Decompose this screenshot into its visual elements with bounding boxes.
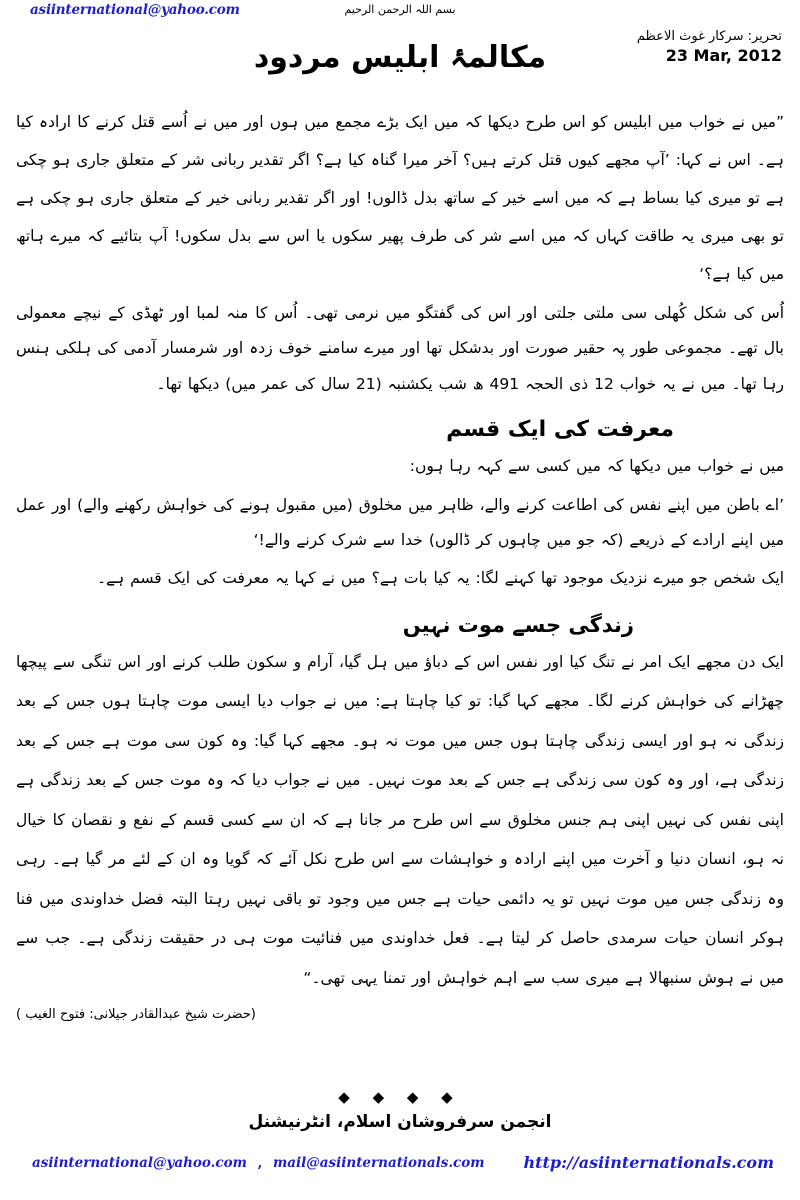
footer-email-separator: , <box>257 1155 263 1171</box>
paragraph-1: ”میں نے خواب میں ابلیس کو اس طرح دیکھا کہ میں ایک بڑے مجمع میں ہوں اور میں نے اُسے قتل کرنے کا ارادہ کیا ہے۔ اس نے کہا: ’آپ مجھے کیوں قتل کرتے ہیں؟ آخر میرا گناہ کیا ہے؟ اگر تقدیر ربانی شر کے متعلق جاری ہو چکی ہے تو میری کیا بساط ہے کہ میں اسے خیر کے ساتھ بدل ڈالوں! اور اگر تقدیر ربانی خیر کے متعلق جاری ہو چکی ہے تو بھی میری یہ طاقت کہاں کہ میں اسے شر کی طرف پھیر سکوں یا اس سے بدل سکوں! آپ بتائیے کہ میرے ہاتھ میں کیا ہے؟‘ <box>16 113 784 283</box>
footer-contact-group <box>32 1155 485 1171</box>
page-title: مکالمۂ ابلیس مردود <box>253 40 547 75</box>
paragraph-5: ایک شخص جو میرے نزدیک موجود تھا کہنے لگا: یہ کیا بات ہے؟ میں نے کہا یہ معرفت کی ایک قسم ہے۔ <box>96 569 784 588</box>
author-line: تحریر: سرکار غوث الاعظم <box>636 29 782 44</box>
section-heading-zindagi: زندگی جسے موت نہیں <box>402 612 634 637</box>
footer-email-2[interactable]: mail@asiinternationals.com <box>272 1155 485 1171</box>
section-heading-marifat: معرفت کی ایک قسم <box>446 416 674 442</box>
paragraph-2: اُس کی شکل کُھلی سی ملتی جلتی اور اس کی گفتگو میں نرمی تھی۔ اُس کا منہ لمبا اور ٹھڈی کے نیچے معمولی بال تھے۔ مجموعی طور پہ حقیر صورت اور بدشکل تھا اور میرے سامنے خوف زدہ اور شرمسار آدمی کی ہلکی ہنس رہا تھا۔ میں نے یہ خواب 12 ذی الحجہ 491 ھ شب یکشنبہ (21 سال کی عمر میں) دیکھا تھا۔ <box>16 303 784 394</box>
paragraph-6: ایک دن مجھے ایک امر نے تنگ کیا اور نفس اس کے دباؤ میں ہل گیا، آرام و سکون طلب کرنے اور اس تنگی سے پیچھا چھڑانے کی خواہش کرنے لگا۔ مجھے کہا گیا: تو کیا چاہتا ہے: میں نے جواب دیا ایسی موت چاہتا ہوں جس کے بعد زندگی نہ ہو اور ایسی زندگی چاہتا ہوں جس میں موت نہ ہو۔ مجھے کہا گیا: وہ کون سی موت ہے جس کے بعد زندگی ہے، اور وہ کون سی زندگی ہے جس کے بعد موت نہیں۔ میں نے جواب دیا کہ وہ موت جس کے بعد زندگی ہے اپنی نفس کی نہیں اپنی ہم جنس مخلوق سے اس طرح مر جانا ہے کہ ان سے کسی قسم کے نفع و نقصان کا خیال نہ ہو، انسان دنیا و آخرت میں اپنے ارادہ و خواہشات سے اس طرح نکل آئے کہ گویا وہ ان کے لئے مر گیا ہے۔ رہی وہ زندگی جس میں موت نہیں تو یہ دائمی حیات ہے جس میں وجود تو باقی نہیں رہتا البتہ فضل خداوندی میں فنا ہوکر انسان حیات سرمدی حاصل کر لیتا ہے۔ فعل خداوندی میں فنائیت موت ہی در حقیقت زندگی ہے۔ جب سے میں نے ہوش سنبھالا ہے میری سب سے اہم خواہش اور تمنا یہی تھی۔“ <box>16 652 784 987</box>
citation-text: (حضرت شیخ عبدالقادر جیلانی: فتوح الغیب ) <box>16 1007 256 1023</box>
footer-website-link[interactable]: http://asiinternationals.com <box>523 1153 774 1172</box>
article-content <box>16 104 784 1030</box>
paragraph-3: میں نے خواب میں دیکھا کہ میں کسی سے کہہ رہا ہوں: <box>409 456 784 475</box>
footer-bar <box>0 1155 800 1181</box>
organization-name: انجمن سرفروشان اسلام، انٹرنیشنل <box>248 1112 552 1132</box>
diamond-ornament-icon: ◆ ◆ ◆ ◆ <box>338 1088 462 1106</box>
header-email-link[interactable]: asiinternational@yahoo.com <box>30 2 240 18</box>
bismillah-text: بسم اللہ الرحمن الرحیم <box>344 3 456 16</box>
footer-email-1[interactable]: asiinternational@yahoo.com <box>32 1155 247 1171</box>
paragraph-4: ’اے باطن میں اپنے نفس کی اطاعت کرنے والے، ظاہر میں مخلوق (میں مقبول ہونے کی خواہش رکھنے والے) اور عمل میں اپنے ارادے کے ذریعے (کہ جو میں چاہوں کر ڈالوں) خدا سے شرک کرنے والے!‘ <box>16 495 784 550</box>
publication-date: 23 Mar, 2012 <box>665 45 782 65</box>
